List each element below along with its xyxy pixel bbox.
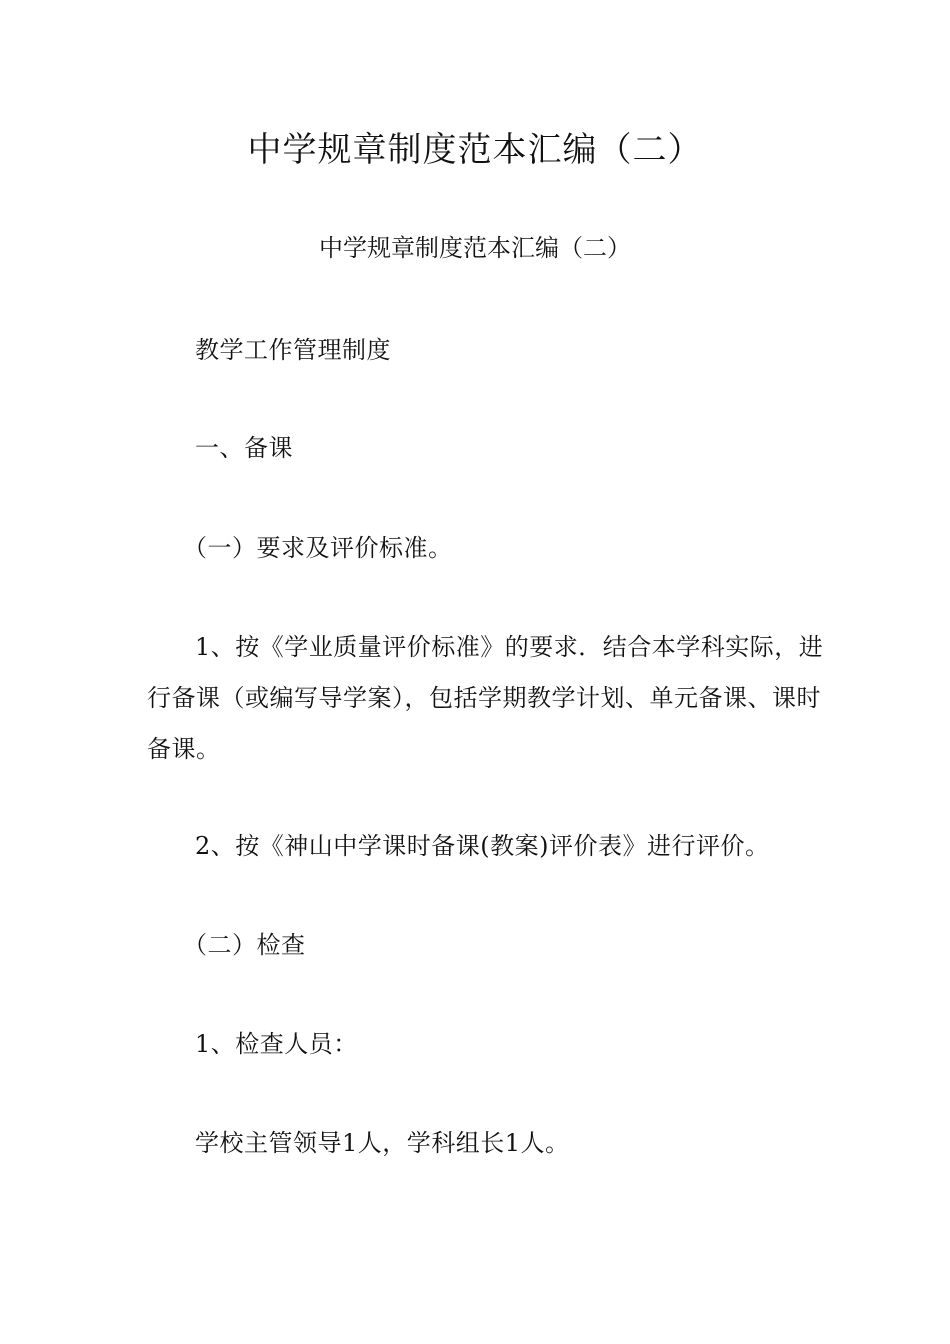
subsection-heading-requirements: （一）要求及评价标准。 bbox=[183, 534, 453, 562]
section-heading: 教学工作管理制度 bbox=[195, 336, 391, 364]
document-title: 中学规章制度范本汇编（二） bbox=[247, 130, 703, 170]
paragraph-item-2: 2、按《神山中学课时备课(教案)评价表》进行评价。 bbox=[195, 832, 770, 860]
paragraph-inspector-members: 学校主管领导1人，学科组长1人。 bbox=[195, 1129, 570, 1157]
paragraph-item-1: 1、按《学业质量评价标准》的要求．结合本学科实际，进行备课（或编写导学案），包括学期教学计划、单元备课、课时备课。 bbox=[147, 633, 824, 763]
paragraph-inspectors: 1、检查人员： bbox=[195, 1030, 358, 1058]
section-heading-prep: 一、备课 bbox=[195, 434, 293, 462]
subsection-heading-inspection: （二）检查 bbox=[183, 931, 306, 959]
document-subtitle: 中学规章制度范本汇编（二） bbox=[319, 234, 631, 262]
